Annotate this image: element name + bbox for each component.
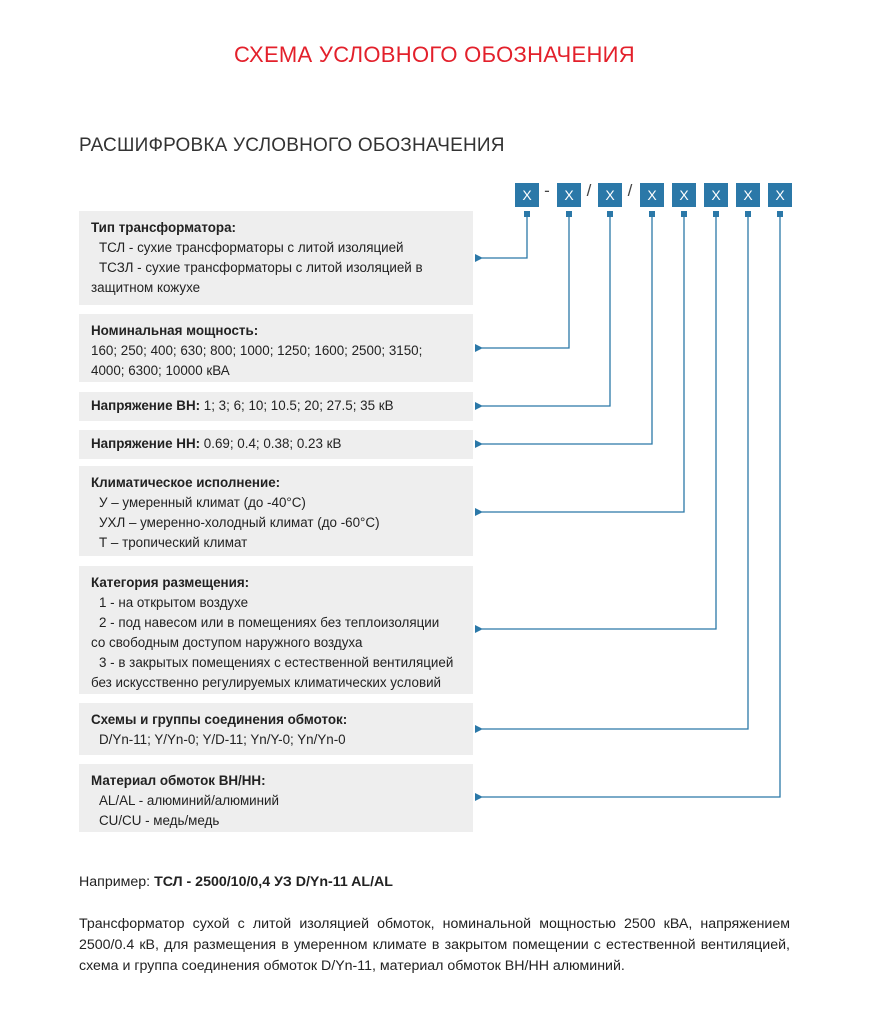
box-winding-schemes <box>79 703 473 755</box>
code-tick-climate <box>681 211 687 217</box>
code-tick-type <box>524 211 530 217</box>
box-climate <box>79 466 473 556</box>
box-head: Климатическое исполнение: <box>91 475 281 490</box>
code-separator-dash: - <box>544 181 550 200</box>
connector-type <box>482 217 527 258</box>
box-line: AL/AL - алюминий/алюминий <box>99 793 279 808</box>
code-tick-lv <box>649 211 655 217</box>
box-transformer-type <box>79 211 473 305</box>
code-symbol-placement: X <box>704 183 728 207</box>
code-tick-material <box>777 211 783 217</box>
box-line: УХЛ – умеренно-холодный климат (до -60°С) <box>99 515 380 530</box>
box-line: со свободным доступом наружного воздуха <box>91 635 363 650</box>
box-rated-power <box>79 314 473 382</box>
connector-lv <box>482 217 652 444</box>
box-line: защитном кожухе <box>91 280 201 295</box>
code-symbol-power: X <box>557 183 581 207</box>
code-separator-slash-2: / <box>627 181 633 200</box>
box-head: Тип трансформатора: <box>91 220 236 235</box>
box-head: Категория размещения: <box>91 575 250 590</box>
box-winding-material <box>79 764 473 832</box>
connector-windings <box>482 217 748 729</box>
box-head: Напряжение НН: <box>91 436 201 451</box>
box-head: Номинальная мощность: <box>91 323 259 338</box>
code-tick-power <box>566 211 572 217</box>
code-symbol-type: X <box>515 183 539 207</box>
box-line: ТСЛ - сухие трансформаторы с литой изоляцией <box>99 240 404 255</box>
box-head: Материал обмоток ВН/НН: <box>91 773 266 788</box>
connector-hv <box>482 217 610 406</box>
example-label: Например: <box>79 874 155 890</box>
box-line: CU/CU - медь/медь <box>99 813 220 828</box>
code-symbol-lv: X <box>640 183 664 207</box>
code-tick-placement <box>713 211 719 217</box>
code-symbol-windings: X <box>736 183 760 207</box>
example-line <box>79 874 393 890</box>
box-line: ТСЗЛ - сухие трансформаторы с литой изоляцией в <box>99 260 423 275</box>
section-subtitle: РАСШИФРОВКА УСЛОВНОГО ОБОЗНАЧЕНИЯ <box>79 135 505 156</box>
box-line: 3 - в закрытых помещениях с естественной вентиляцией <box>99 655 454 670</box>
box-line: 2 - под навесом или в помещениях без теплоизоляции <box>99 615 440 630</box>
box-head: Напряжение ВН: <box>91 398 201 413</box>
code-symbol-hv: X <box>598 183 622 207</box>
code-symbol-climate: X <box>672 183 696 207</box>
code-separator-slash-1: / <box>586 181 592 200</box>
box-head: Схемы и группы соединения обмоток: <box>91 712 348 727</box>
example-code: ТСЛ - 2500/10/0,4 УЗ D/Yn-11 AL/AL <box>154 874 393 890</box>
code-tick-windings <box>745 211 751 217</box>
box-line: без искусственно регулируемых климатических условий <box>91 675 442 690</box>
page-title: СХЕМА УСЛОВНОГО ОБОЗНАЧЕНИЯ <box>234 42 635 67</box>
box-hv-voltage <box>79 392 473 421</box>
connector-material <box>482 217 780 797</box>
box-line: D/Yn-11; Y/Yn-0; Y/D-11; Yn/Y-0; Yn/Yn-0 <box>99 732 346 747</box>
box-line: У – умеренный климат (до -40°С) <box>99 495 306 510</box>
box-value: 0.69; 0.4; 0.38; 0.23 кВ <box>200 436 342 451</box>
connector-placement <box>482 217 716 629</box>
box-line: 160; 250; 400; 630; 800; 1000; 1250; 1600; 2500; 3150; <box>91 343 423 358</box>
box-value: 1; 3; 6; 10; 10.5; 20; 27.5; 35 кВ <box>200 398 394 413</box>
example-description: Трансформатор сухой с литой изоляцией обмоток, номинальной мощностью 2500 кВА, напряжением 2500/0.4 кВ, для размещения в умеренном климате в закрытом помещении с естественной вентиляцией, схема и группа соединения обмоток D/Yn-11, материал обмоток ВН/НН алюминий. <box>79 916 790 974</box>
box-line: 4000; 6300; 10000 кВА <box>91 363 230 378</box>
box-line: 1 - на открытом воздухе <box>99 595 249 610</box>
box-placement <box>79 566 473 694</box>
connector-power <box>482 217 569 348</box>
code-symbol-material: X <box>768 183 792 207</box>
code-tick-hv <box>607 211 613 217</box>
box-lv-voltage <box>79 430 473 459</box>
box-line: Т – тропический климат <box>99 535 248 550</box>
connector-climate <box>482 217 684 512</box>
